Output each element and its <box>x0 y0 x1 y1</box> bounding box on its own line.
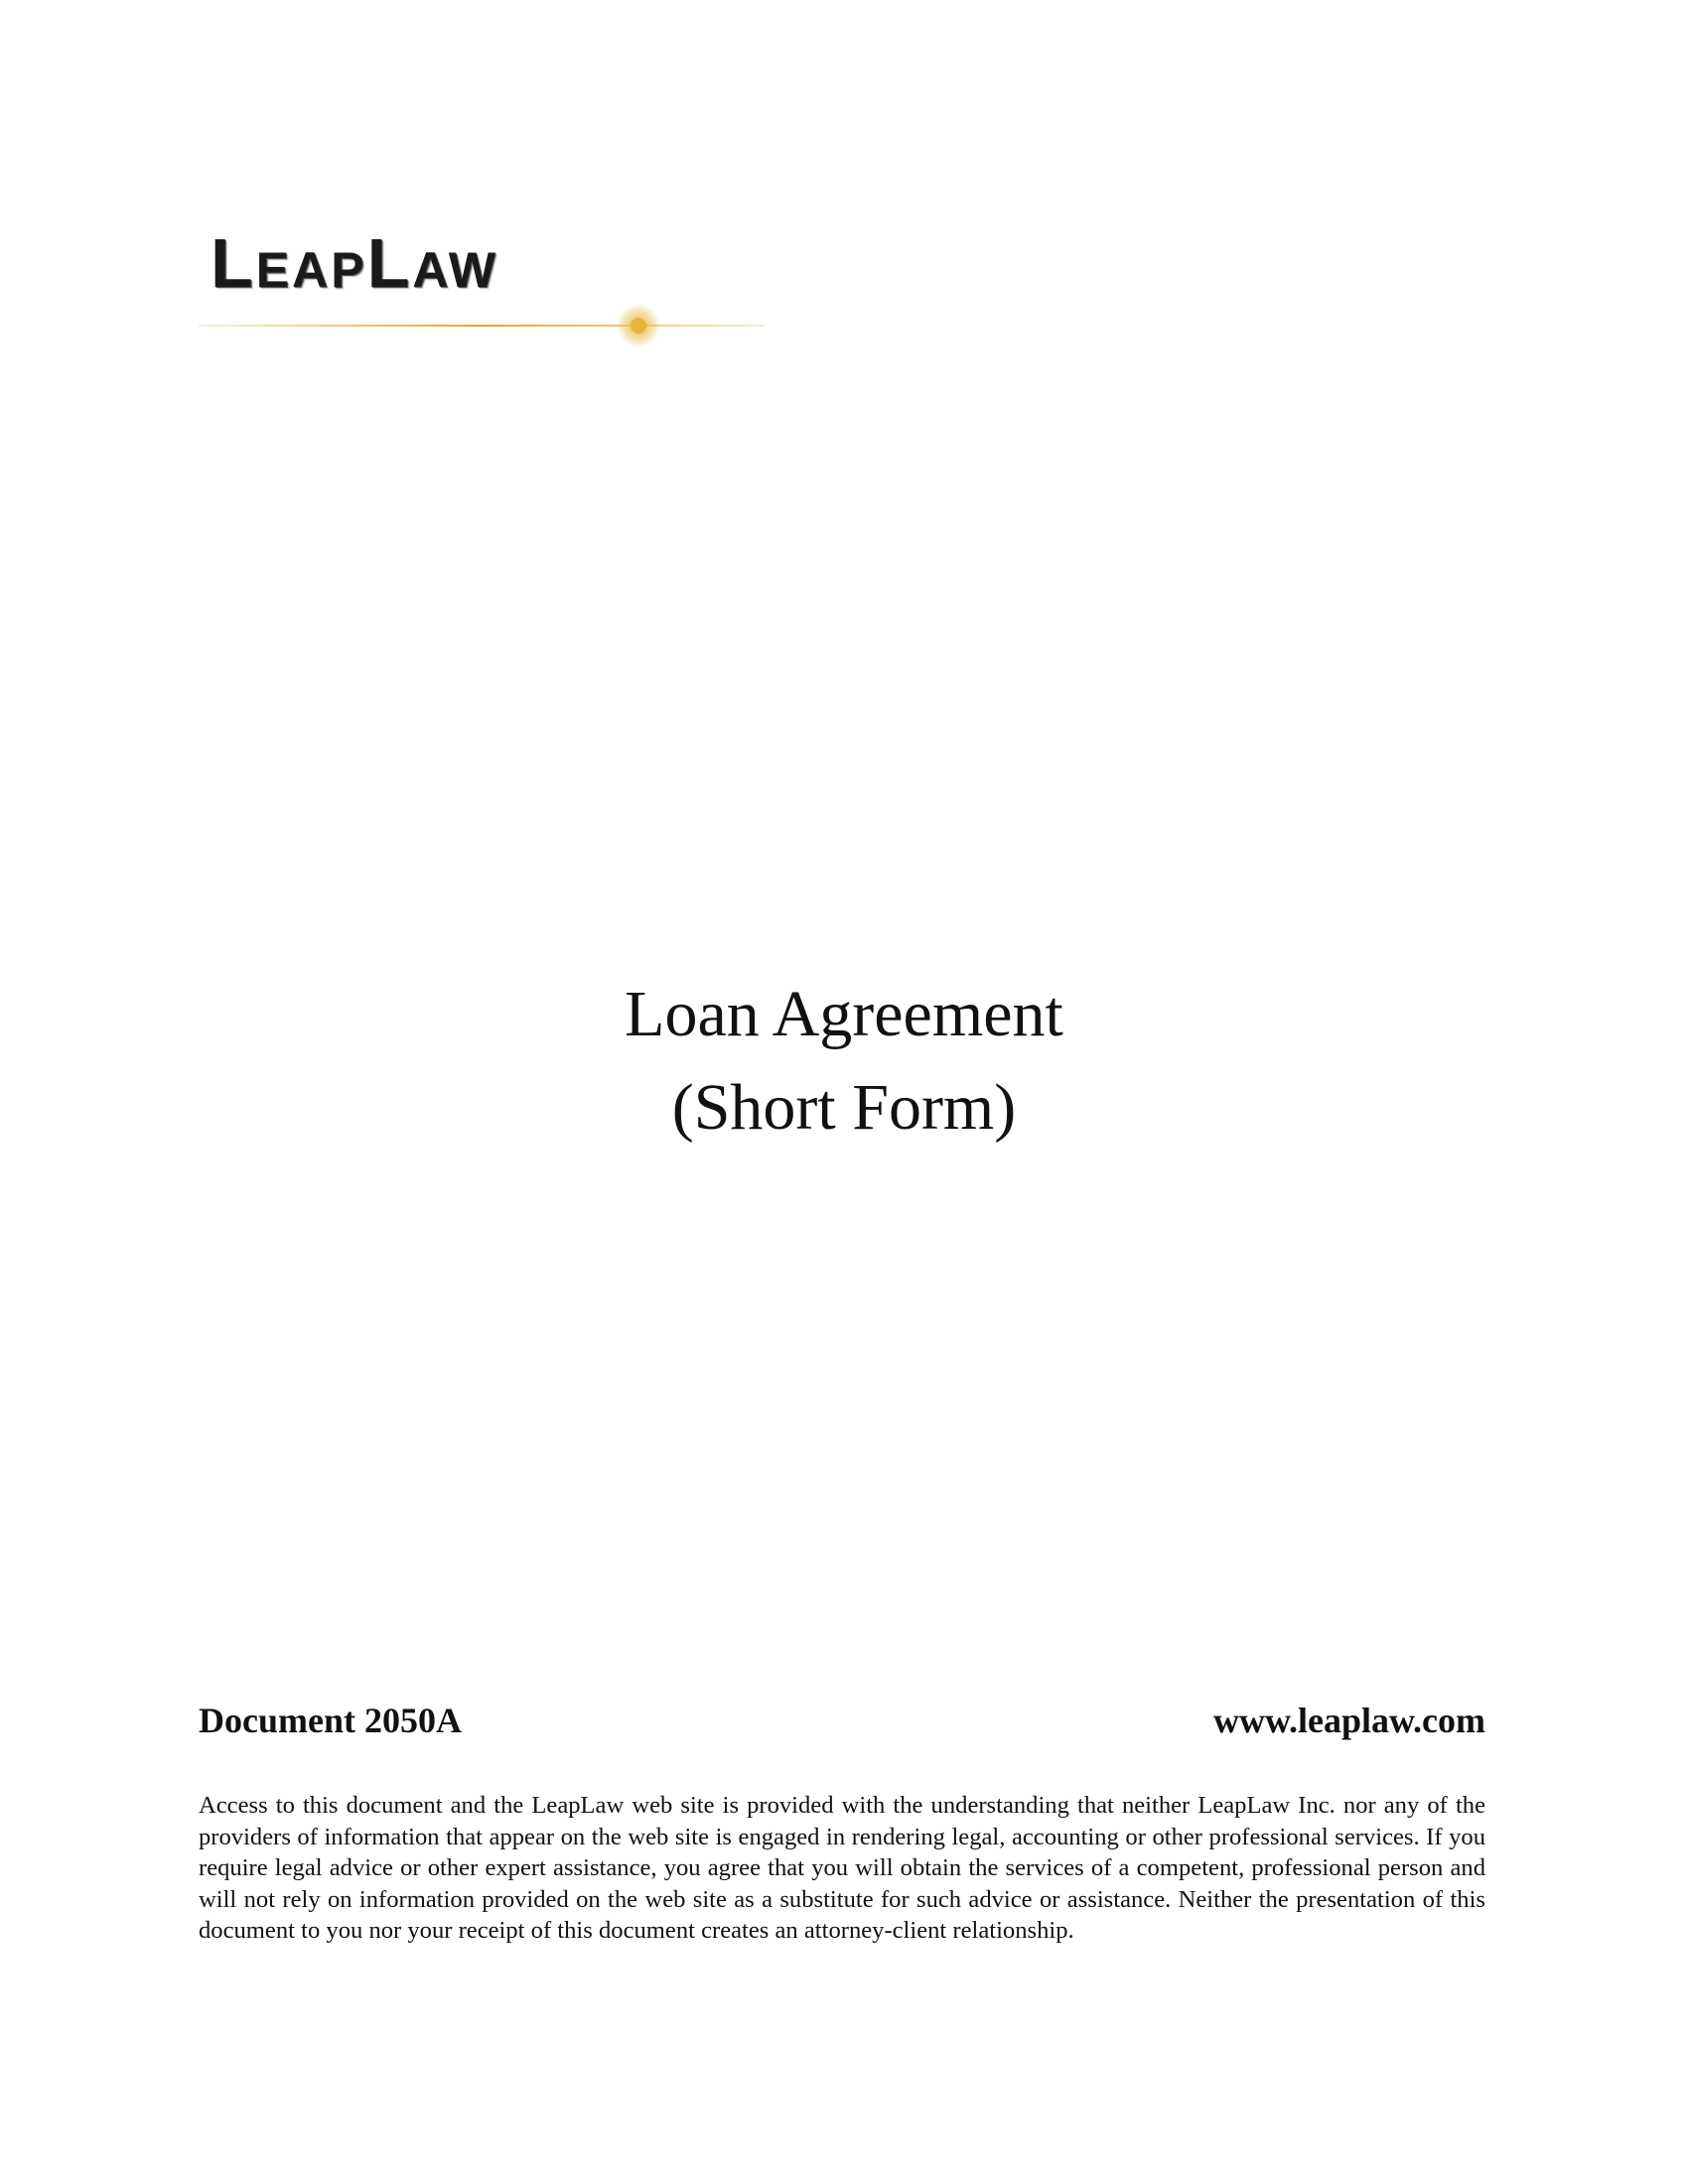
document-number: Document 2050A <box>199 1701 462 1740</box>
logo-wordmark: LEAPLAW <box>211 224 498 302</box>
document-meta <box>199 1700 1485 1749</box>
disclaimer-text: Access to this document and the LeapLaw web site is provided with the understanding that neither LeapLaw Inc. nor any of the providers of information that appear on the web site is engaged in rendering legal, accounting or other professional services. If you require legal advice or other expert assistance, you agree that you will obtain the services of a competent, professional person and will not rely on information provided on the web site as a substitute for such advice or assistance. Neither the presentation of this document to you nor your receipt of this document creates an attorney-client relationship. <box>199 1792 1485 1945</box>
website-link[interactable]: www.leaplaw.com <box>1213 1701 1485 1740</box>
logo-glow-icon <box>616 303 661 348</box>
logo-underline-icon <box>199 323 765 329</box>
leaplaw-logo <box>199 223 774 352</box>
title-line-2: (Short Form) <box>671 1071 1017 1144</box>
document-title <box>0 968 1688 1155</box>
title-line-1: Loan Agreement <box>625 978 1063 1050</box>
